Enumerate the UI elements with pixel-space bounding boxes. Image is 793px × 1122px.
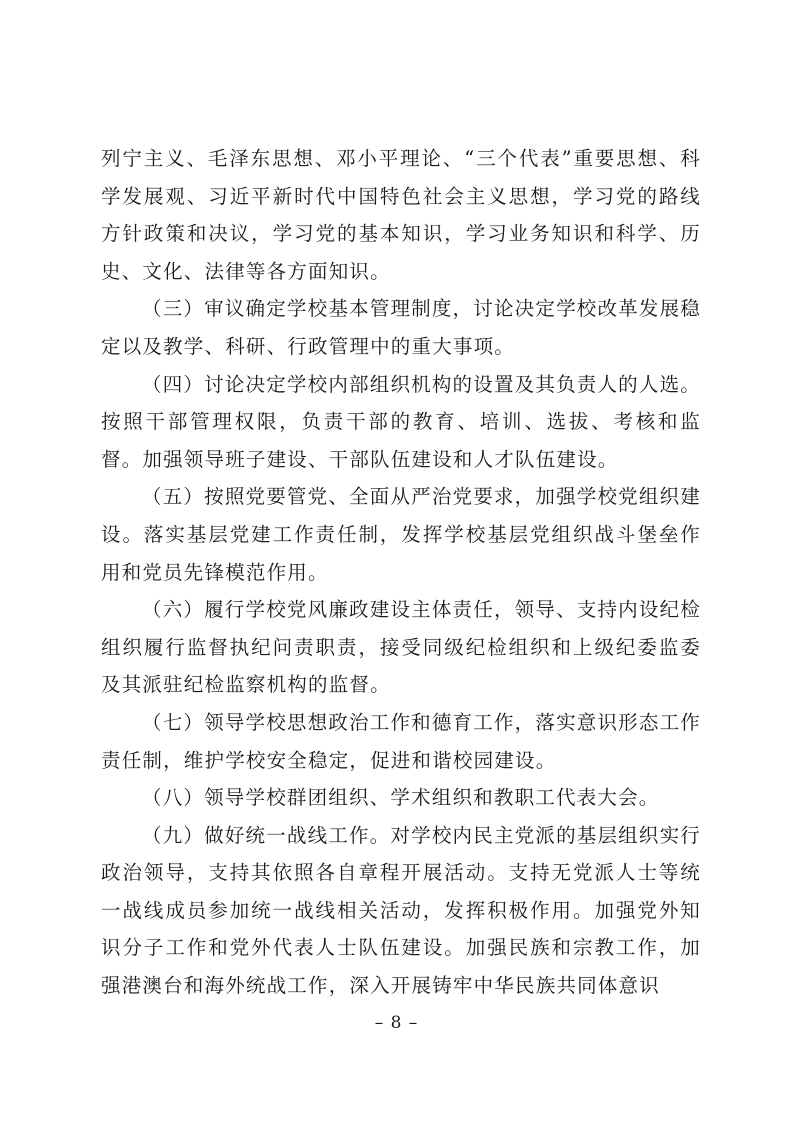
paragraph-item-5: （五）按照党要管党、全面从严治党要求，加强学校党组织建设。落实基层党建工作责任制，发挥学校基层党组织战斗堡垒作用和党员先锋模范作用。	[101, 485, 701, 584]
paragraph-item-3: （三）审议确定学校基本管理制度，讨论决定学校改革发展稳定以及教学、科研、行政管理中的重大事项。	[101, 297, 701, 358]
paragraph-item-8: （八）领导学校群团组织、学术组织和教职工代表大会。	[142, 786, 660, 810]
page-number: – 8 –	[374, 1013, 419, 1033]
paragraph-item-6: （六）履行学校党风廉政建设主体责任，领导、支持内设纪检组织履行监督执纪问责职责，接受同级纪检组织和上级纪委监委及其派驻纪检监察机构的监督。	[101, 598, 701, 697]
paragraph-item-7: （七）领导学校思想政治工作和德育工作，落实意识形态工作责任制，维护学校安全稳定，促进和谐校园建设。	[101, 710, 701, 772]
paragraph-continuation: 列宁主义、毛泽东思想、邓小平理论、“三个代表”重要思想、科学发展观、习近平新时代中国特色社会主义思想，学习党的路线方针政策和决议，学习党的基本知识，学习业务知识和科学、历史、文化、法律等各方面知识。	[101, 147, 701, 283]
paragraph-item-4: （四）讨论决定学校内部组织机构的设置及其负责人的人选。按照干部管理权限，负责干部的教育、培训、选拔、考核和监督。加强领导班子建设、干部队伍建设和人才队伍建设。	[101, 372, 701, 471]
paragraph-item-9: （九）做好统一战线工作。对学校内民主党派的基层组织实行政治领导，支持其依照各自章程开展活动。支持无党派人士等统一战线成员参加统一战线相关活动，发挥积极作用。加强党外知识分子工作和党外代表人士队伍建设。加强民族和宗教工作，加强港澳台和海外统战工作，深入开展铸牢中华民族共同体意识	[101, 823, 701, 998]
document-body	[101, 140, 701, 1005]
